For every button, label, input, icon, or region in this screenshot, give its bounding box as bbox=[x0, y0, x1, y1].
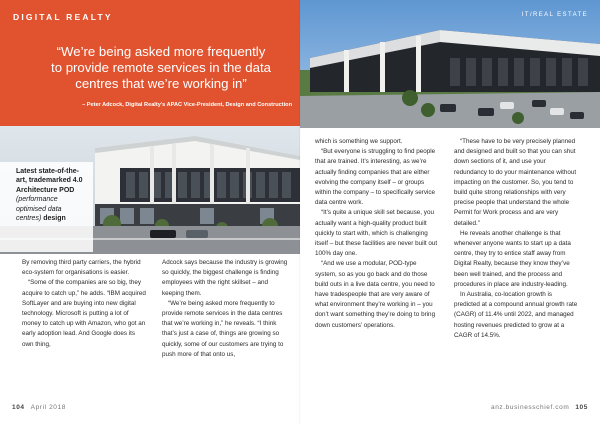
body-column-4 bbox=[454, 137, 579, 341]
photo-caption bbox=[0, 162, 93, 252]
paragraph: “These have to be very precisely planned and designed and built so that you can shut down sections of it, and use your redundancy to do your maintenance without impacting on the customer. So, you tend to build quite strong relationships with very precise people that understand the whole Permit for Work process and are very detailed.” bbox=[454, 138, 577, 227]
quote-attribution: – Peter Adcock, Digital Realty’s APAC Vice-President, Design and Construction bbox=[82, 102, 292, 108]
section-label: IT/REAL ESTATE bbox=[521, 12, 588, 18]
data-centre-aerial-image bbox=[300, 0, 600, 128]
pull-quote bbox=[18, 44, 300, 92]
building-photo-right bbox=[300, 0, 600, 128]
paragraph: By removing third party carriers, the hybrid eco-system for organisations is easier. bbox=[22, 259, 141, 277]
paragraph: “But everyone is struggling to find people that are trained. It’s interesting, as we’re actually finding companies that are either evolving the company itself – or groups within the company – to specifically service data centre work. bbox=[315, 148, 436, 207]
caption-end: design bbox=[43, 215, 66, 223]
page-gutter bbox=[299, 0, 301, 424]
building-photo-left bbox=[0, 126, 300, 254]
paragraph: Adcock says because the industry is growing so quickly, the biggest challenge is finding employees with the right skillset – and keeping them. bbox=[162, 259, 288, 297]
brand-logo-text: DIGITAL REALTY bbox=[13, 12, 113, 22]
body-column-2 bbox=[162, 258, 288, 360]
pull-quote-line: centres that we’re working in” bbox=[75, 76, 247, 91]
issue-date: April 2018 bbox=[30, 404, 66, 411]
footer-right bbox=[491, 404, 588, 411]
body-column-3 bbox=[315, 137, 438, 331]
paragraph: “It’s quite a unique skill set because, you actually want a high-quality product built quickly to start with, which is challenging itself – but these facilities are never built out 100% day one. bbox=[315, 209, 438, 258]
paragraph: In Australia, co-location growth is predicted at a compound annual growth rate (CAGR) of 11.4% until 2022, and managed hosting revenues predicted to grow at a CAGR of 14.5%. bbox=[454, 291, 578, 339]
page-number-right: 105 bbox=[575, 404, 588, 411]
caption-italic: (performance optimised data centres) bbox=[16, 196, 62, 223]
paragraph: He reveals another challenge is that whenever anyone wants to start up a data centre, they try to entice staff away from Digital Realty, because they know they’ve been well trained, and the process and procedures in place are industry-leading. bbox=[454, 229, 571, 288]
footer-left bbox=[12, 404, 66, 411]
pull-quote-line: “We’re being asked more frequently bbox=[56, 44, 266, 59]
paragraph: “Some of the companies are so big, they acquire to catch up,” he adds. “IBM acquired SoftLayer and are buying into new digital technology. Microsoft is putting a lot of money to catch up with Amazon, who got an early adoption lead. And Google does its own thing, bbox=[22, 279, 146, 348]
paragraph: “We’re being asked more frequently to provide remote services in the data centres that we’re working in,” he reveals. “I think that’s just a case of, things are growing so quickly, some of our customers are trying to push more of that onto us, bbox=[162, 299, 284, 358]
pull-quote-panel bbox=[0, 0, 300, 126]
paragraph: “And we use a modular, POD-type system, so as you go back and do those build outs in a live data centre, you need to have tradespeople that are very aware of what environment they’re working in – you don’t want something they’re doing to bring down customers’ operations. bbox=[315, 260, 436, 329]
pull-quote-line: to provide remote services in the data bbox=[51, 60, 271, 75]
caption-bold: Latest state-of-the-art, trademarked 4.0 Architecture POD bbox=[16, 168, 83, 194]
paragraph: which is something we support. bbox=[315, 138, 403, 145]
body-column-1 bbox=[22, 258, 148, 350]
page-number-left: 104 bbox=[12, 404, 25, 411]
website-link[interactable]: anz.businesschief.com bbox=[490, 404, 570, 411]
